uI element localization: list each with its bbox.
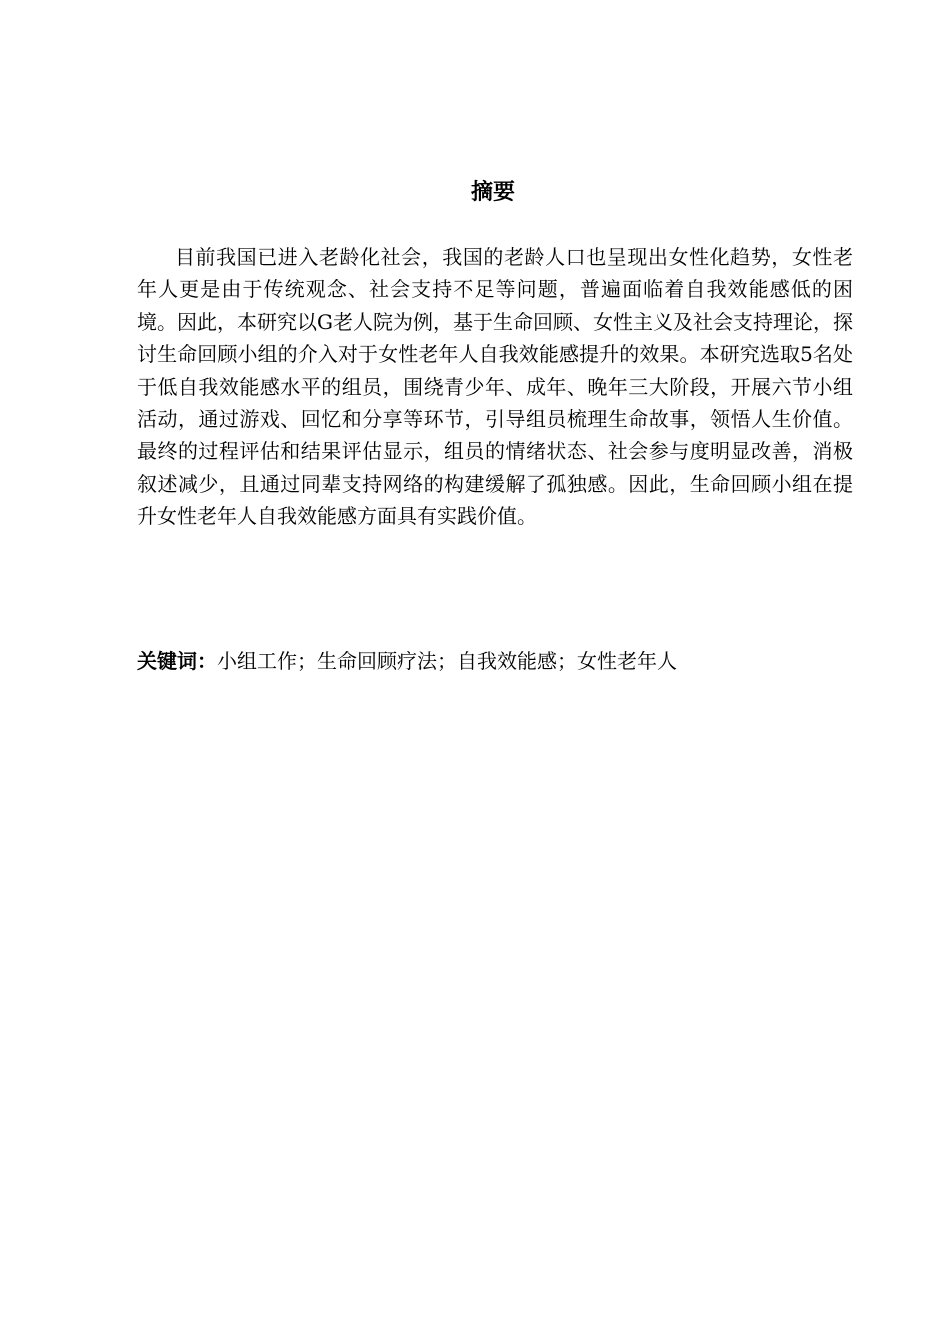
keywords-text: 小组工作；生命回顾疗法；自我效能感；女性老年人 (217, 649, 677, 673)
keywords-line (137, 645, 853, 677)
keywords-label: 关键词： (137, 649, 217, 673)
abstract-title: 摘要 (470, 180, 515, 205)
abstract-body: 目前我国已进入老龄化社会，我国的老龄人口也呈现出女性化趋势，女性老年人更是由于传统观念、社会支持不足等问题，普遍面临着自我效能感低的困境。因此，本研究以G老人院为例，基于生命回顾、女性主义及社会支持理论，探讨生命回顾小组的介入对于女性老年人自我效能感提升的效果。本研究选取5名处于低自我效能感水平的组员，围绕青少年、成年、晚年三大阶段，开展六节小组活动，通过游戏、回忆和分享等环节，引导组员梳理生命故事，领悟人生价值。最终的过程评估和结果评估显示，组员的情绪状态、社会参与度明显改善，消极叙述减少，且通过同辈支持网络的构建缓解了孤独感。因此，生命回顾小组在提升女性老年人自我效能感方面具有实践价值。 (137, 245, 853, 529)
